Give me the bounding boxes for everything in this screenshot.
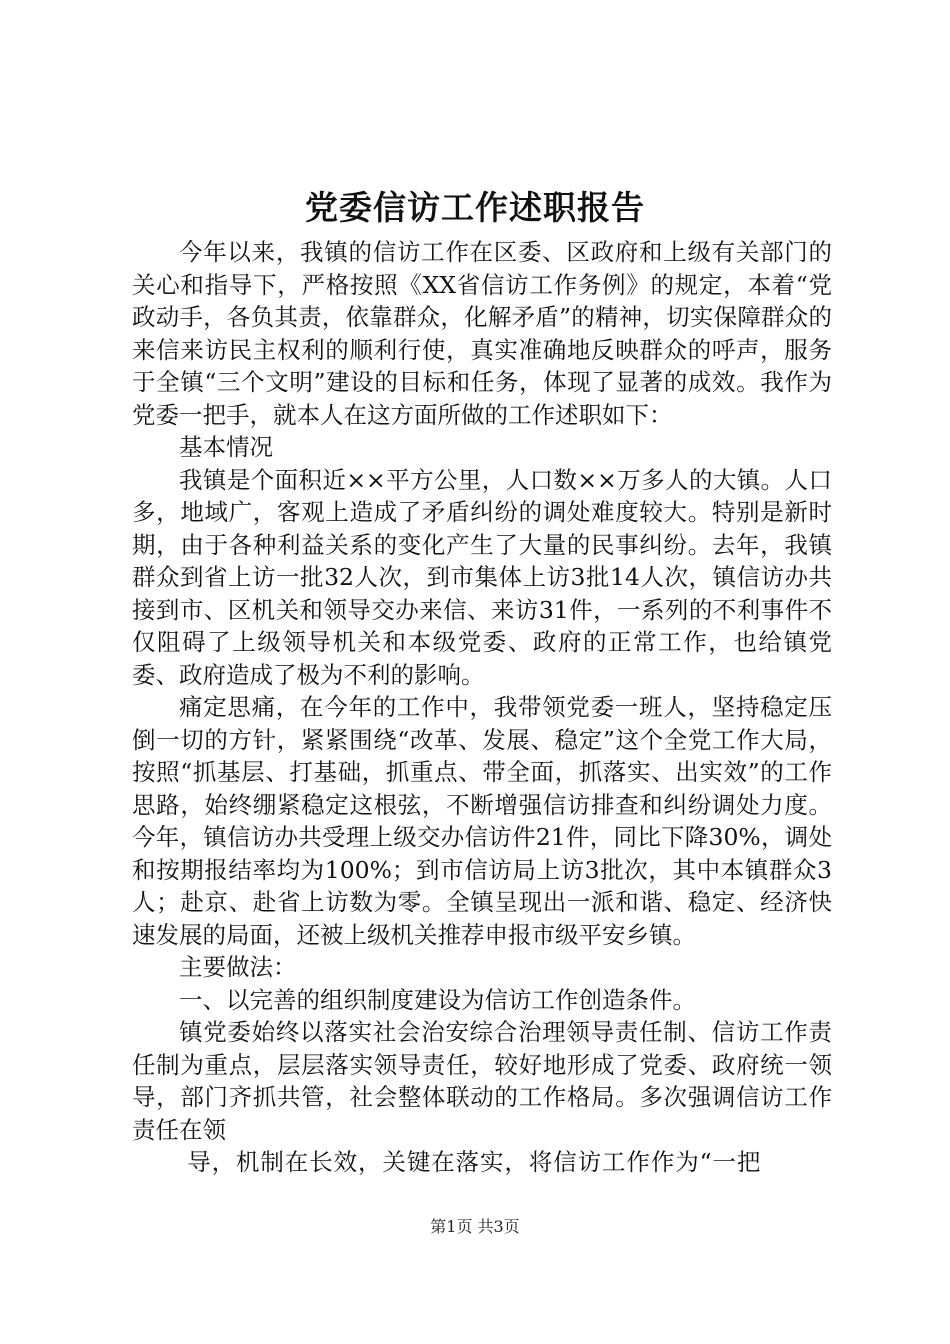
work-results-paragraph: 痛定思痛，在今年的工作中，我带领党委一班人，坚持稳定压倒一切的方针，紧紧围绕“改革、发展、稳定”这个全党工作大局，按照“抓基层、打基础，抓重点、带全面，抓落实、出实效”的工作思路，始终绷紧稳定这根弦，不断增强信访排查和纠纷调处力度。今年，镇信访办共受理上级交办信访件21件，同比下降30%，调处和按期报结率均为100%；到市信访局上访3批次，其中本镇群众3人；赴京、赴省上访数为零。全镇呈现出一派和谐、稳定、经济快速发展的局面，还被上级机关推荐申报市级平安乡镇。	[132, 693, 832, 949]
basic-situation-paragraph: 我镇是个面积近××平方公里，人口数××万多人的大镇。人口多，地域广，客观上造成了矛盾纠纷的调处难度较大。特别是新时期，由于各种利益关系的变化产生了大量的民事纠纷。去年，我镇群众到省上访一批32人次，到市集体上访3批14人次，镇信访办共接到市、区机关和领导交办来信、来访31件，一系列的不利事件不仅阻碍了上级领导机关和本级党委、政府的正常工作，也给镇党委、政府造成了极为不利的影响。	[132, 465, 832, 689]
section-heading-main-practices: 主要做法：	[179, 953, 297, 981]
document-title: 党委信访工作述职报告	[305, 188, 645, 227]
section-heading-basic-situation: 基本情况	[179, 433, 273, 461]
page-footer: 第1页 共3页	[430, 1217, 520, 1236]
continuation-paragraph: 导，机制在长效，关键在落实，将信访工作作为“一把	[187, 1148, 762, 1176]
document-body	[132, 236, 832, 1179]
subsection-heading-organization: 一、以完善的组织制度建设为信访工作创造条件。	[179, 985, 696, 1014]
organization-paragraph: 镇党委始终以落实社会治安综合治理领导责任制、信访工作责任制为重点，层层落实领导责任，较好地形成了党委、政府统一领导，部门齐抓共管，社会整体联动的工作格局。多次强调信访工作责任在领	[132, 1018, 832, 1144]
intro-paragraph: 今年以来，我镇的信访工作在区委、区政府和上级有关部门的关心和指导下，严格按照《XX省信访工作务例》的规定，本着“党政动手，各负其责，依靠群众，化解矛盾”的精神，切实保障群众的来信来访民主权利的顺利行使，真实准确地反映群众的呼声，服务于全镇“三个文明”建设的目标和任务，体现了显著的成效。我作为党委一把手，就本人在这方面所做的工作述职如下：	[132, 238, 832, 429]
